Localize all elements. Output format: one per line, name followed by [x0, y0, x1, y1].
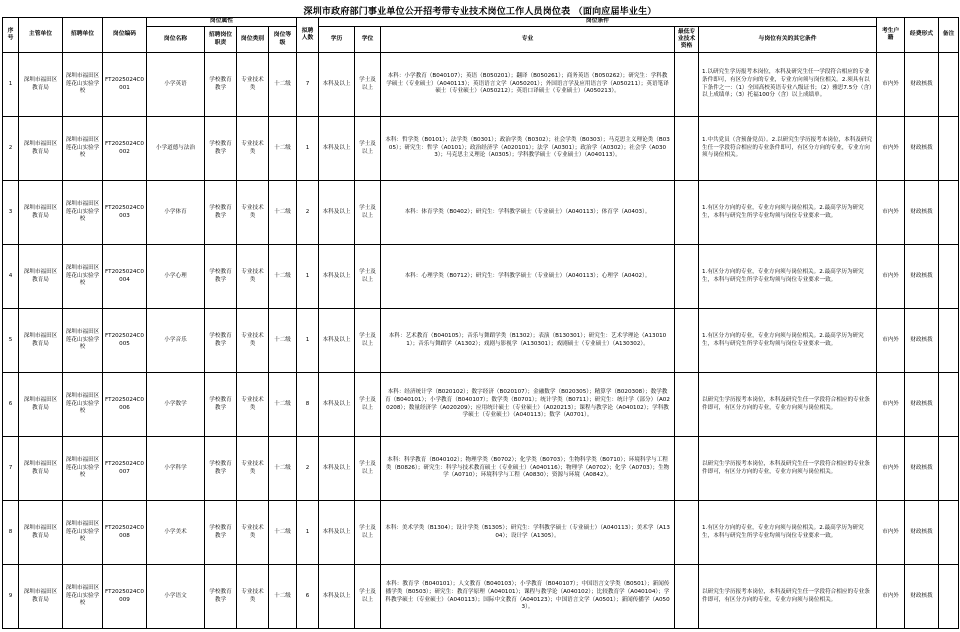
cell-unit: 深圳市福田区莲花山实验学校: [63, 565, 103, 629]
cell-degree: 学士及以上: [355, 373, 381, 437]
cell-seq: 1: [3, 53, 19, 117]
table-row: [3, 565, 959, 629]
cell-min-years: [675, 565, 699, 629]
cell-min-years: [675, 245, 699, 309]
cell-remarks: [939, 309, 959, 373]
cell-seq: 9: [3, 565, 19, 629]
header-funding: 经费形式: [905, 18, 939, 53]
cell-number: 7: [297, 53, 319, 117]
cell-major: 本科：小学教育（B040107）；英语（B050201）；翻译（B050261）；商务英语（B050262）；研究生：学科教学硕士（专业硕士）（A040113）；英语语言文学（A050201）；外国语言学及应用语言学（A050211）；英语笔译硕士（专业硕士）（A050212）；英语口译硕士（专业硕士）（A050213）。: [381, 53, 675, 117]
cell-duty: 学校教育教学: [205, 565, 237, 629]
header-major: 专业: [381, 27, 675, 53]
cell-major: 本科：科学教育（B040102）；物理学类（B0702）；化学类（B0703）；生物科学类（B0710）；环境科学与工程类（B0826）；研究生：科学与技术教育硕士（专业硕士）（A040116）；物理学（A0702）；化学（A0703）；生物学（A0710）；环境科学与工程（A0830）；资源与环境（A0842）。: [381, 437, 675, 501]
cell-post-name: 小学科学: [147, 437, 205, 501]
cell-degree: 学士及以上: [355, 437, 381, 501]
table-row: [3, 501, 959, 565]
cell-duty: 学校教育教学: [205, 309, 237, 373]
cell-education: 本科及以上: [319, 53, 355, 117]
cell-duty: 学校教育教学: [205, 245, 237, 309]
header-remarks: 备注: [939, 18, 959, 53]
header-other: 与岗位有关的其它条件: [699, 27, 877, 53]
cell-seq: 8: [3, 501, 19, 565]
cell-other: 1.以研究生学历报考本岗位，本科及研究生任一学段符合相应的专业条件即可，有区分方向的专业，专业方向须与岗位相关。2.须具有以下条件之一：（1）全国高校英语专业八级证书；（2）雅思7.5分（含）以上成绩单；（3）托福100分（含）以上成绩单。: [699, 53, 877, 117]
cell-category: 专业技术类: [237, 309, 269, 373]
cell-education: 本科及以上: [319, 501, 355, 565]
cell-education: 本科及以上: [319, 309, 355, 373]
cell-degree: 学士及以上: [355, 309, 381, 373]
cell-seq: 4: [3, 245, 19, 309]
cell-other: 1.有区分方向的专业，专业方向须与岗位相关。2.最高学历为研究生，本科与研究生所学专业均须与岗位专业要求一致。: [699, 245, 877, 309]
cell-post-name: 小学英语: [147, 53, 205, 117]
cell-duty: 学校教育教学: [205, 117, 237, 181]
cell-level: 十二级: [269, 53, 297, 117]
cell-level: 十二级: [269, 309, 297, 373]
cell-funding: 财政核拨: [905, 373, 939, 437]
cell-other: 以研究生学历报考本岗位，本科及研究生任一学段符合相应的专业条件即可，有区分方向的专业，专业方向须与岗位相关。: [699, 437, 877, 501]
cell-code: FT2025024C0008: [103, 501, 147, 565]
cell-funding: 财政核拨: [905, 245, 939, 309]
cell-education: 本科及以上: [319, 181, 355, 245]
cell-supervisor: 深圳市福田区教育局: [19, 245, 63, 309]
cell-degree: 学士及以上: [355, 501, 381, 565]
cell-unit: 深圳市福田区莲花山实验学校: [63, 181, 103, 245]
cell-education: 本科及以上: [319, 565, 355, 629]
header-category: 岗位类别: [237, 27, 269, 53]
cell-unit: 深圳市福田区莲花山实验学校: [63, 501, 103, 565]
cell-major: 本科：艺术教育（B040105）；音乐与舞蹈学类（B1302）；表演（B130301）；研究生：艺术学理论（A130101）；音乐与舞蹈学（A1302）；戏剧与影视学（A130301）；戏剧硕士（专业硕士）（A130302）。: [381, 309, 675, 373]
cell-seq: 3: [3, 181, 19, 245]
cell-category: 专业技术类: [237, 565, 269, 629]
cell-post-name: 小学数学: [147, 373, 205, 437]
cell-major: 本科：体育学类（B0402）；研究生：学科教学硕士（专业硕士）（A040113）；体育学（A0403）。: [381, 181, 675, 245]
cell-major: 本科：美术学类（B1304）；设计学类（B1305）；研究生：学科教学硕士（专业硕士）（A040113）；美术学（A1304）；设计学（A1305）。: [381, 501, 675, 565]
column-header-row: [3, 27, 959, 53]
cell-hukou: 市内外: [877, 565, 905, 629]
cell-duty: 学校教育教学: [205, 437, 237, 501]
cell-funding: 财政核拨: [905, 53, 939, 117]
cell-major: 本科：教育学（B040101）；人文教育（B040103）；小学教育（B040107）；中国语言文学类（B0501）；新闻传播学类（B0503）；研究生：教育学原理（A040101）；课程与教学论（A040102）；比较教育学（A040104）；学科教学硕士（专业硕士）（A040113）；国际中文教育（A040123）；中国语言文学（A0501）；新闻传播学（A0503）。: [381, 565, 675, 629]
header-duty: 招聘岗位职责: [205, 27, 237, 53]
cell-code: FT2025024C0005: [103, 309, 147, 373]
cell-category: 专业技术类: [237, 373, 269, 437]
cell-major: 本科：哲学类（B0101）；法学类（B0301）；政治学类（B0302）；社会学类（B0303）；马克思主义理论类（B0305）；研究生：哲学（A0101）；政治经济学（A020101）；法学（A0301）；政治学（A0302）；社会学（A0303）；马克思主义理论（A0305）；学科教学硕士（专业硕士）（A040113）。: [381, 117, 675, 181]
cell-post-name: 小学音乐: [147, 309, 205, 373]
cell-supervisor: 深圳市福田区教育局: [19, 309, 63, 373]
cell-level: 十二级: [269, 501, 297, 565]
cell-hukou: 市内外: [877, 437, 905, 501]
cell-category: 专业技术类: [237, 117, 269, 181]
cell-unit: 深圳市福田区莲花山实验学校: [63, 245, 103, 309]
cell-hukou: 市内外: [877, 245, 905, 309]
cell-level: 十二级: [269, 181, 297, 245]
cell-remarks: [939, 117, 959, 181]
cell-post-name: 小学美术: [147, 501, 205, 565]
cell-duty: 学校教育教学: [205, 53, 237, 117]
cell-post-name: 小学道德与法治: [147, 117, 205, 181]
cell-degree: 学士及以上: [355, 245, 381, 309]
cell-supervisor: 深圳市福田区教育局: [19, 181, 63, 245]
cell-other: 1.中共党员（含预备党员）。2.以研究生学历报考本岗位，本科及研究生任一学段符合相应的专业条件即可，有区分方向的专业，专业方向须与岗位相关。: [699, 117, 877, 181]
cell-remarks: [939, 373, 959, 437]
cell-seq: 2: [3, 117, 19, 181]
cell-code: FT2025024C0002: [103, 117, 147, 181]
cell-funding: 财政核拨: [905, 309, 939, 373]
cell-hukou: 市内外: [877, 117, 905, 181]
cell-unit: 深圳市福田区莲花山实验学校: [63, 437, 103, 501]
cell-hukou: 市内外: [877, 181, 905, 245]
cell-duty: 学校教育教学: [205, 181, 237, 245]
table-row: [3, 245, 959, 309]
cell-seq: 6: [3, 373, 19, 437]
cell-major: 本科：经济统计学（B020102）；数字经济（B020107）；金融数学（B020305）；精算学（B020308）；数学教育（B040101）；小学教育（B040107）；数学类（B0701）；统计学类（B0711）；研究生：统计学（部分）（A020208）；数量经济学（A020209）；应用统计硕士（专业硕士）（A020213）；课程与教学论（A040102）；学科教学硕士（专业硕士）（A040113）；数学（A0701）。: [381, 373, 675, 437]
header-min-years: 最低专业技术资格: [675, 27, 699, 53]
cell-level: 十二级: [269, 437, 297, 501]
cell-other: 1.有区分方向的专业，专业方向须与岗位相关。2.最高学历为研究生，本科与研究生所学专业均须与岗位专业要求一致。: [699, 501, 877, 565]
table-row: [3, 373, 959, 437]
cell-hukou: 市内外: [877, 501, 905, 565]
cell-major: 本科：心理学类（B0712）；研究生：学科教学硕士（专业硕士）（A040113）；心理学（A0402）。: [381, 245, 675, 309]
cell-other: 1.有区分方向的专业，专业方向须与岗位相关。2.最高学历为研究生，本科与研究生所学专业均须与岗位专业要求一致。: [699, 181, 877, 245]
cell-category: 专业技术类: [237, 245, 269, 309]
cell-min-years: [675, 117, 699, 181]
cell-code: FT2025024C0004: [103, 245, 147, 309]
cell-supervisor: 深圳市福田区教育局: [19, 437, 63, 501]
cell-funding: 财政核拨: [905, 437, 939, 501]
cell-category: 专业技术类: [237, 501, 269, 565]
table-row: [3, 53, 959, 117]
cell-level: 十二级: [269, 373, 297, 437]
header-hukou: 考生户籍: [877, 18, 905, 53]
group-header-post-attributes: 岗位属性: [147, 18, 297, 27]
cell-remarks: [939, 181, 959, 245]
cell-number: 1: [297, 309, 319, 373]
cell-category: 专业技术类: [237, 181, 269, 245]
cell-min-years: [675, 53, 699, 117]
cell-supervisor: 深圳市福田区教育局: [19, 53, 63, 117]
cell-category: 专业技术类: [237, 53, 269, 117]
cell-degree: 学士及以上: [355, 53, 381, 117]
cell-min-years: [675, 181, 699, 245]
cell-supervisor: 深圳市福田区教育局: [19, 501, 63, 565]
cell-hukou: 市内外: [877, 309, 905, 373]
cell-unit: 深圳市福田区莲花山实验学校: [63, 373, 103, 437]
cell-number: 2: [297, 437, 319, 501]
cell-education: 本科及以上: [319, 117, 355, 181]
cell-number: 2: [297, 181, 319, 245]
cell-unit: 深圳市福田区莲花山实验学校: [63, 117, 103, 181]
cell-min-years: [675, 437, 699, 501]
cell-number: 6: [297, 565, 319, 629]
cell-seq: 5: [3, 309, 19, 373]
cell-remarks: [939, 565, 959, 629]
cell-remarks: [939, 437, 959, 501]
table-row: [3, 437, 959, 501]
cell-level: 十二级: [269, 565, 297, 629]
cell-other: 1.有区分方向的专业，专业方向须与岗位相关。2.最高学历为研究生，本科与研究生所学专业均须与岗位专业要求一致。: [699, 309, 877, 373]
header-seq: 序号: [3, 18, 19, 53]
cell-number: 8: [297, 373, 319, 437]
cell-unit: 深圳市福田区莲花山实验学校: [63, 309, 103, 373]
cell-remarks: [939, 245, 959, 309]
cell-category: 专业技术类: [237, 437, 269, 501]
cell-other: 以研究生学历报考本岗位，本科及研究生任一学段符合相应的专业条件即可，有区分方向的专业，专业方向须与岗位相关。: [699, 373, 877, 437]
cell-code: FT2025024C0003: [103, 181, 147, 245]
cell-funding: 财政核拨: [905, 501, 939, 565]
cell-unit: 深圳市福田区莲花山实验学校: [63, 53, 103, 117]
cell-other: 以研究生学历报考本岗位，本科及研究生任一学段符合相应的专业条件即可，有区分方向的专业，专业方向须与岗位相关。: [699, 565, 877, 629]
cell-remarks: [939, 501, 959, 565]
job-table: [2, 17, 959, 629]
cell-number: 1: [297, 501, 319, 565]
cell-seq: 7: [3, 437, 19, 501]
cell-code: FT2025024C0001: [103, 53, 147, 117]
cell-supervisor: 深圳市福田区教育局: [19, 565, 63, 629]
cell-hukou: 市内外: [877, 373, 905, 437]
cell-education: 本科及以上: [319, 245, 355, 309]
table-row: [3, 309, 959, 373]
cell-duty: 学校教育教学: [205, 501, 237, 565]
header-supervisor: 主管单位: [19, 18, 63, 53]
cell-min-years: [675, 501, 699, 565]
header-education: 学历: [319, 27, 355, 53]
header-unit: 招聘单位: [63, 18, 103, 53]
header-level: 岗位等级: [269, 27, 297, 53]
cell-min-years: [675, 373, 699, 437]
header-degree: 学位: [355, 27, 381, 53]
cell-post-name: 小学语文: [147, 565, 205, 629]
cell-degree: 学士及以上: [355, 565, 381, 629]
cell-degree: 学士及以上: [355, 181, 381, 245]
cell-post-name: 小学心理: [147, 245, 205, 309]
header-post-name: 岗位名称: [147, 27, 205, 53]
cell-degree: 学士及以上: [355, 117, 381, 181]
cell-min-years: [675, 309, 699, 373]
cell-duty: 学校教育教学: [205, 373, 237, 437]
table-row: [3, 117, 959, 181]
cell-education: 本科及以上: [319, 373, 355, 437]
header-number: 拟聘人数: [297, 18, 319, 53]
cell-hukou: 市内外: [877, 53, 905, 117]
cell-funding: 财政核拨: [905, 181, 939, 245]
cell-level: 十二级: [269, 245, 297, 309]
cell-number: 1: [297, 245, 319, 309]
table-row: [3, 181, 959, 245]
cell-post-name: 小学体育: [147, 181, 205, 245]
group-header-post-conditions: 岗位条件: [319, 18, 877, 27]
cell-number: 1: [297, 117, 319, 181]
cell-level: 十二级: [269, 117, 297, 181]
cell-remarks: [939, 53, 959, 117]
cell-code: FT2025024C0009: [103, 565, 147, 629]
cell-supervisor: 深圳市福田区教育局: [19, 373, 63, 437]
cell-supervisor: 深圳市福田区教育局: [19, 117, 63, 181]
cell-education: 本科及以上: [319, 437, 355, 501]
header-code: 岗位编码: [103, 18, 147, 53]
group-header-row: [3, 18, 959, 27]
cell-code: FT2025024C0006: [103, 373, 147, 437]
document-title: 深圳市政府部门事业单位公开招考带专业技术岗位工作人员岗位表 （面向应届毕业生）: [303, 7, 657, 17]
cell-code: FT2025024C0007: [103, 437, 147, 501]
cell-funding: 财政核拨: [905, 117, 939, 181]
cell-funding: 财政核拨: [905, 565, 939, 629]
